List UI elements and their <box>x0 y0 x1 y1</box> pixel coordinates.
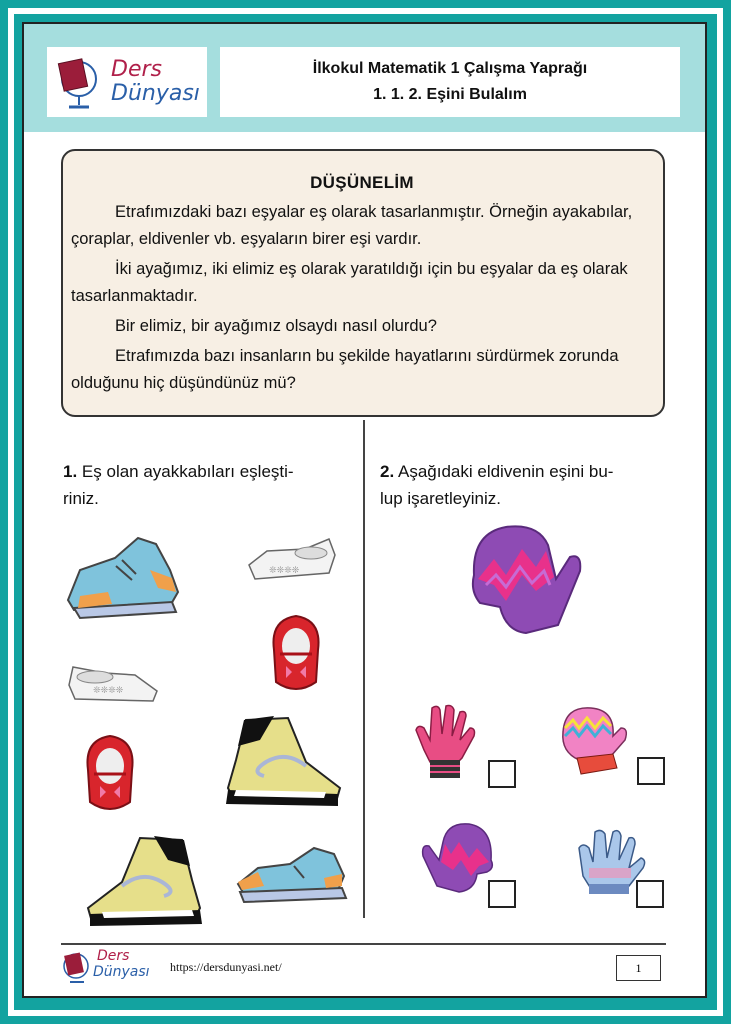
white-flat-icon[interactable] <box>65 655 160 707</box>
think-paragraph: Etrafımızda bazı insanların bu şekilde hayatlarını sürdürmek zorunda olduğunu hiç düşündünüz mü? <box>71 347 619 392</box>
page-subtitle: 1. 1. 2. Eşini Bulalım <box>373 86 527 103</box>
think-paragraph: Etrafımızdaki bazı eşyalar eş olarak tasarlanmıştır. Örneğin ayakabılar, çoraplar, eldivenler vb. eşyaların birer eşi vardır. <box>71 203 633 248</box>
svg-text:❊❊❊❊: ❊❊❊❊ <box>269 566 300 576</box>
logo-word-dunyasi: Dünyası <box>111 81 200 106</box>
yellow-hightop-icon[interactable] <box>82 830 207 930</box>
think-paragraph: Bir elimiz, bir ayağımız olsaydı nasıl olurdu? <box>115 317 437 335</box>
footer-divider <box>61 943 666 945</box>
title-box <box>220 47 680 117</box>
question-1-number: 1. <box>63 462 78 481</box>
think-heading: DÜŞÜNELİM <box>310 173 414 192</box>
logo-word-ders: Ders <box>111 57 162 82</box>
think-box <box>61 149 665 417</box>
purple-mitten-icon[interactable] <box>417 820 497 895</box>
question-1-text-line2: riniz. <box>63 489 99 508</box>
answer-checkbox[interactable] <box>488 880 516 908</box>
blue-sneaker-icon[interactable] <box>60 530 185 622</box>
answer-checkbox[interactable] <box>637 757 665 785</box>
column-divider <box>363 420 365 918</box>
question-2-text-line1: Aşağıdaki eldivenin eşini bu- <box>397 462 614 481</box>
pink-glove-icon[interactable] <box>410 700 480 780</box>
red-flat-icon[interactable] <box>80 730 140 818</box>
page-title: İlkokul Matematik 1 Çalışma Yaprağı <box>312 60 588 77</box>
purple-mitten-icon <box>466 515 586 635</box>
svg-text:❊❊❊❊: ❊❊❊❊ <box>93 686 124 696</box>
blue-sneaker-icon[interactable] <box>234 842 349 904</box>
footer-logo-dunyasi: Dünyası <box>93 964 150 980</box>
question-1-text-line1: Eş olan ayakkabıları eşleşti- <box>81 462 294 481</box>
pink-mitten-icon[interactable] <box>555 702 629 778</box>
answer-checkbox[interactable] <box>488 760 516 788</box>
yellow-hightop-icon[interactable] <box>222 710 347 810</box>
question-2-number: 2. <box>380 462 395 481</box>
think-paragraph: İki ayağımız, iki elimiz eş olarak yaratıldığı için bu eşyalar da eş olarak tasarlanmaktadır. <box>71 260 628 305</box>
answer-checkbox[interactable] <box>636 880 664 908</box>
footer-logo-globe-icon <box>58 948 98 986</box>
page-number: 1 <box>616 955 661 981</box>
red-flat-icon[interactable] <box>266 610 326 698</box>
white-flat-icon[interactable] <box>245 535 337 585</box>
footer-url-link[interactable]: https://dersdunyasi.net/ <box>170 960 282 974</box>
question-2 <box>380 458 613 512</box>
footer-logo-ders: Ders <box>97 948 130 964</box>
question-2-text-line2: lup işaretleyiniz. <box>380 489 501 508</box>
logo <box>47 47 207 117</box>
question-1 <box>63 458 294 512</box>
